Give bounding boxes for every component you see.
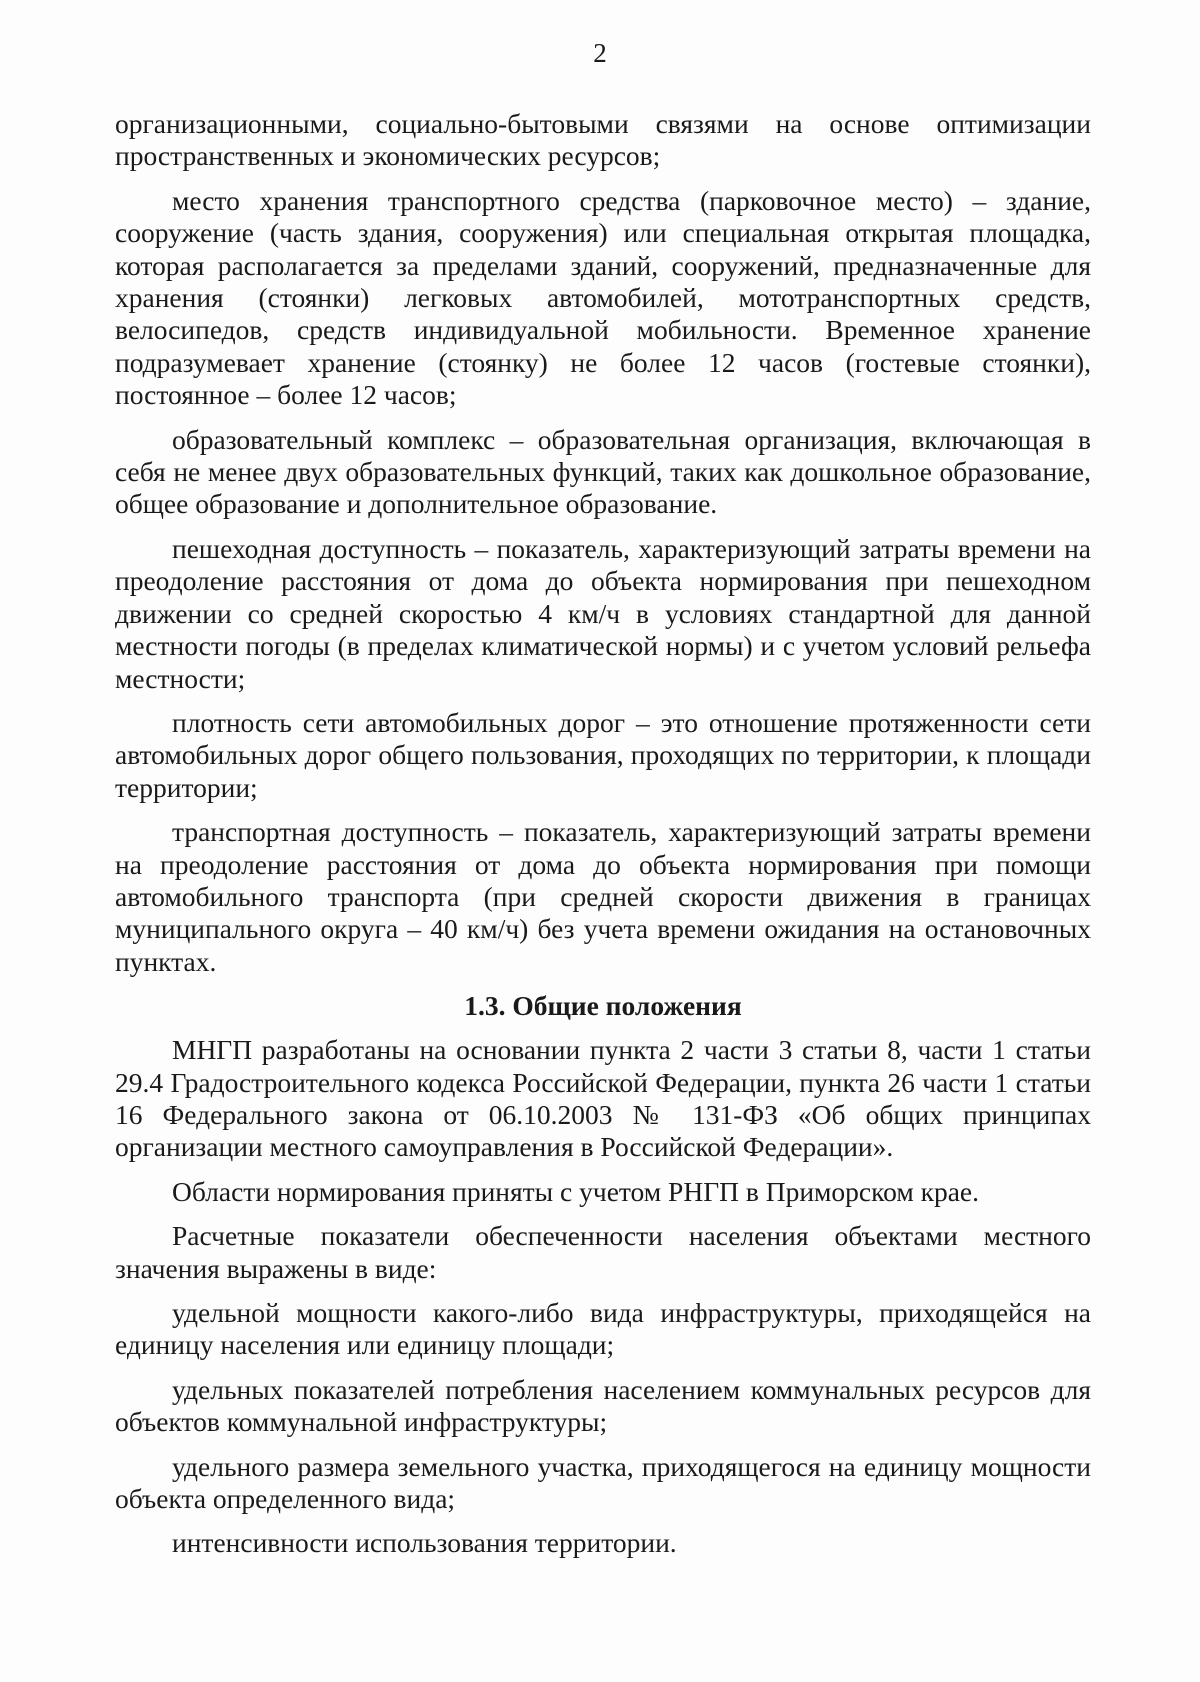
paragraph-specific-capacity: удельной мощности какого-либо вида инфраструктуры, приходящейся на единицу населения или единицу площади; (115, 1297, 1091, 1361)
paragraph-educational-complex: образовательный комплекс – образовательная организация, включающая в себя не менее двух образовательных функций, таких как дошкольное образование, общее образование и дополнительное образование. (115, 423, 1091, 520)
page-number: 2 (593, 38, 607, 68)
paragraph-continuation: организационными, социально-бытовыми связями на основе оптимизации пространственных и экономических ресурсов; (115, 108, 1091, 172)
paragraph-indicators-intro: Расчетные показатели обеспеченности населения объектами местного значения выражены в виде: (115, 1220, 1091, 1284)
paragraph-pedestrian-accessibility: пешеходная доступность – показатель, характеризующий затраты времени на преодоление расстояния от дома до объекта нормирования при пешеходном движении со средней скоростью 4 км/ч в условиях стандартной для данной местности погоды (в пределах климатической нормы) и с учетом условий рельефа местности; (115, 532, 1091, 694)
paragraph-land-use-intensity: интенсивности использования территории. (172, 1527, 677, 1559)
paragraph-legal-basis: МНГП разработаны на основании пункта 2 части 3 статьи 8, части 1 статьи 29.4 Градостроительного кодекса Российской Федерации, пункта 26 части 1 статьи 16 Федерального закона от 06.10.2003 № 131-ФЗ «Об общих принципах организации местного самоуправления в Российской Федерации». (115, 1034, 1091, 1163)
paragraph-parking-definition: место хранения транспортного средства (парковочное место) – здание, сооружение (часть здания, сооружения) или специальная открытая площадка, которая располагается за пределами зданий, сооружений, предназначенные для хранения (стоянки) легковых автомобилей, мототранспортных средств, велосипедов, средств индивидуальной мобильности. Временное хранение подразумевает хранение (стоянку) не более 12 часов (гостевые стоянки), постоянное – более 12 часов; (115, 184, 1091, 411)
section-heading: 1.3. Общие положения (464, 990, 742, 1022)
paragraph-transport-accessibility: транспортная доступность – показатель, характеризующий затраты времени на преодоление расстояния от дома до объекта нормирования при помощи автомобильного транспорта (при средней скорости движения в границах муниципального округа – 40 км/ч) без учета времени ожидания на остановочных пунктах. (115, 816, 1091, 977)
paragraph-norm-areas: Области нормирования приняты с учетом РНГП в Приморском крае. (172, 1175, 980, 1207)
paragraph-land-plot-size: удельного размера земельного участка, приходящегося на единицу мощности объекта определенного вида; (115, 1450, 1091, 1515)
paragraph-road-density: плотность сети автомобильных дорог – это отношение протяженности сети автомобильных дорог общего пользования, проходящих по территории, к площади территории; (115, 706, 1091, 803)
paragraph-specific-consumption: удельных показателей потребления населением коммунальных ресурсов для объектов коммунальной инфраструктуры; (115, 1373, 1091, 1438)
document-body (115, 108, 1091, 1572)
